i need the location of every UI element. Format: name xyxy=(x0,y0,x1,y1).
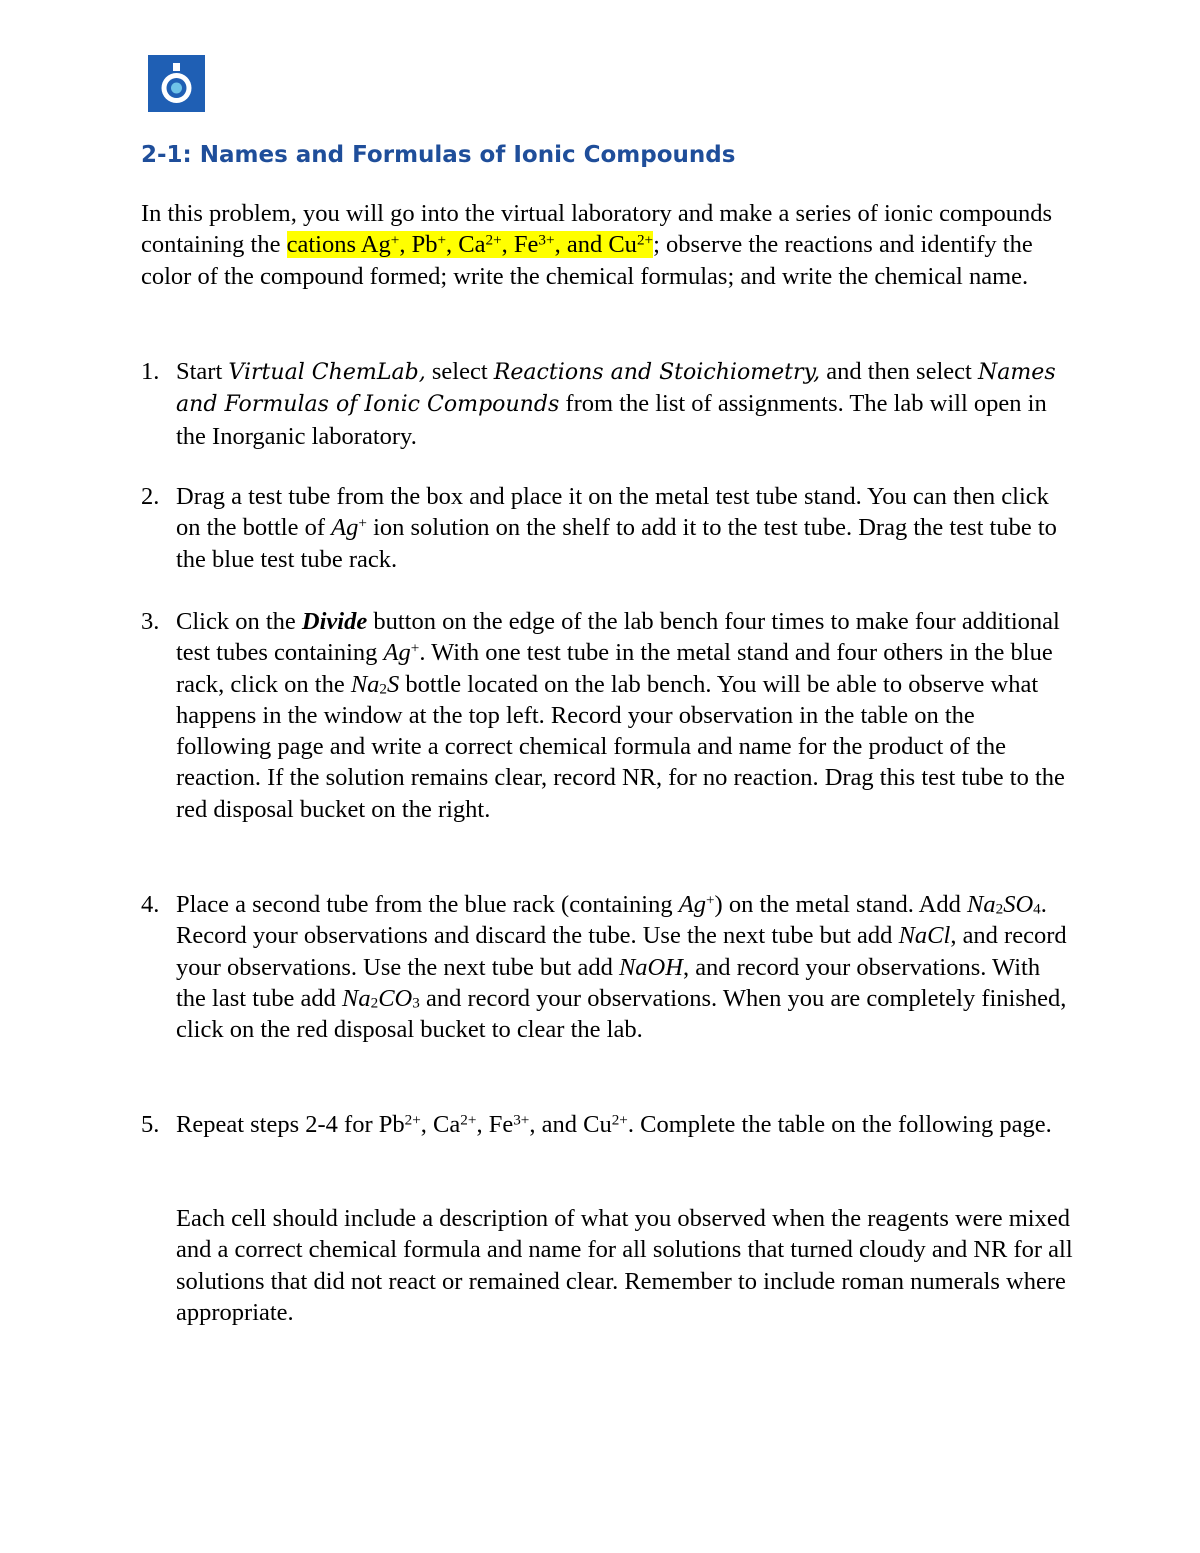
reagent-formula: Na xyxy=(342,984,371,1012)
menu-name: Reactions and Stoichiometry, xyxy=(493,360,821,385)
charge: 2+ xyxy=(485,231,502,249)
text-run: from the list of assignments. The lab will open in the Inorganic laboratory. xyxy=(176,390,1047,450)
text-run: . Record your observations and discard the tube. Use the next tube but add xyxy=(176,891,1047,950)
charge: + xyxy=(410,639,420,657)
text-run: button on the edge of the lab bench four times to make four additional test tubes containing xyxy=(176,608,1060,667)
charge: + xyxy=(437,231,447,249)
charge: 2+ xyxy=(460,1111,477,1129)
reagent-formula: S xyxy=(387,670,400,698)
charge: 2+ xyxy=(636,231,654,249)
text-run: Repeat steps 2-4 for Pb xyxy=(176,1111,405,1138)
cation-text: , Pb xyxy=(399,231,438,259)
step-number: 1. xyxy=(141,358,160,385)
cation-text: , Fe xyxy=(501,231,539,259)
cation-text: cations Ag xyxy=(286,231,391,259)
text-run: , and Cu xyxy=(529,1111,612,1138)
subscript: 2 xyxy=(995,900,1004,918)
text-run: ion solution on the shelf to add it to the test tube. Drag the test tube to the blue test tube rack. xyxy=(176,514,1057,573)
page-title: 2-1: Names and Formulas of Ionic Compounds xyxy=(141,142,736,168)
charge: + xyxy=(705,891,715,909)
text-run: , Fe xyxy=(476,1111,514,1138)
reagent-formula: Na xyxy=(967,891,996,918)
step-number: 4. xyxy=(141,891,160,918)
reagent-formula: NaOH xyxy=(618,953,683,981)
step-2 xyxy=(141,481,1071,575)
assignment-name: Names and Formulas of Ionic Compounds xyxy=(176,360,1056,418)
step-text xyxy=(176,606,1071,825)
step-text xyxy=(176,481,1071,575)
step-text xyxy=(176,356,1071,452)
step-number: 5. xyxy=(141,1111,160,1138)
charge: + xyxy=(358,514,367,532)
step-number: 3. xyxy=(141,608,160,635)
charge: 2+ xyxy=(404,1111,421,1129)
subscript: 2 xyxy=(379,680,388,698)
reagent-formula: SO xyxy=(1003,891,1034,918)
charge: 3+ xyxy=(513,1111,530,1129)
divide-button-label: Divide xyxy=(301,608,368,635)
flask-logo-icon xyxy=(148,55,205,112)
ion-formula: Ag xyxy=(331,514,359,542)
step-number: 2. xyxy=(141,483,160,510)
text-run: Start xyxy=(176,358,229,385)
subscript: 3 xyxy=(412,994,420,1012)
step-1 xyxy=(141,356,1071,452)
cation-text: , Ca xyxy=(446,231,486,259)
text-run: Drag a test tube from the box and place it on the metal test tube stand. You can then click on the bottle of xyxy=(176,483,1049,542)
highlighted-cations xyxy=(287,231,654,258)
charge: 2+ xyxy=(611,1111,628,1129)
step-text xyxy=(176,1109,1071,1140)
step-4 xyxy=(141,889,1071,1045)
charge: + xyxy=(390,231,400,249)
text-run: and record your observations. When you are completely finished, click on the red disposal bucket to clear the lab. xyxy=(176,984,1067,1044)
ion-formula: Ag xyxy=(678,891,706,918)
text-run: , and record your observations. Use the next tube but add xyxy=(176,922,1067,981)
text-run: ) on the metal stand. Add xyxy=(714,891,967,918)
text-run: Place a second tube from the blue rack (containing xyxy=(176,891,679,918)
text-run: , Ca xyxy=(420,1111,461,1138)
reagent-formula: CO xyxy=(378,984,413,1012)
text-run: select xyxy=(425,358,494,385)
text-run: and then select xyxy=(820,358,978,385)
charge: 3+ xyxy=(538,231,555,249)
subscript: 4 xyxy=(1033,900,1041,918)
text-run: , and record your observations. With the last tube add xyxy=(176,953,1041,1012)
reagent-formula: Na xyxy=(350,670,380,698)
step-3 xyxy=(141,606,1071,825)
text-run: Click on the xyxy=(176,608,302,635)
ion-formula: Ag xyxy=(383,639,411,667)
text-run: . With one test tube in the metal stand and four others in the blue rack, click on the xyxy=(176,639,1053,698)
cation-text: , and Cu xyxy=(554,231,637,259)
text-run: bottle located on the lab bench. You will be able to observe what happens in the window at the top left. Record your observation in the table on the following page and write a correct chemical formula and name for the product of the reaction. If the solution remains clear, record NR, for no reaction. Drag this test tube to the red disposal bucket on the right. xyxy=(176,670,1065,823)
step-5 xyxy=(141,1109,1071,1140)
intro-text-end: ; observe the reactions and identify the color of the compound formed; write the chemical formulas; and write the chemical name. xyxy=(141,231,1033,290)
closing-paragraph: Each cell should include a description of what you observed when the reagents were mixed and a correct chemical formula and name for all solutions that turned cloudy and NR for all solutions that did not react or remained clear. Remember to include roman numerals where appropriate. xyxy=(176,1205,1073,1326)
text-run: . Complete the table on the following page. xyxy=(627,1111,1052,1138)
software-name: Virtual ChemLab, xyxy=(228,360,426,385)
intro-paragraph xyxy=(141,198,1081,292)
intro-text-start: In this problem, you will go into the virtual laboratory and make a series of ionic compounds containing the xyxy=(141,200,1053,259)
step-text xyxy=(176,889,1071,1045)
subscript: 2 xyxy=(370,994,379,1012)
reagent-formula: NaCl xyxy=(898,922,951,950)
